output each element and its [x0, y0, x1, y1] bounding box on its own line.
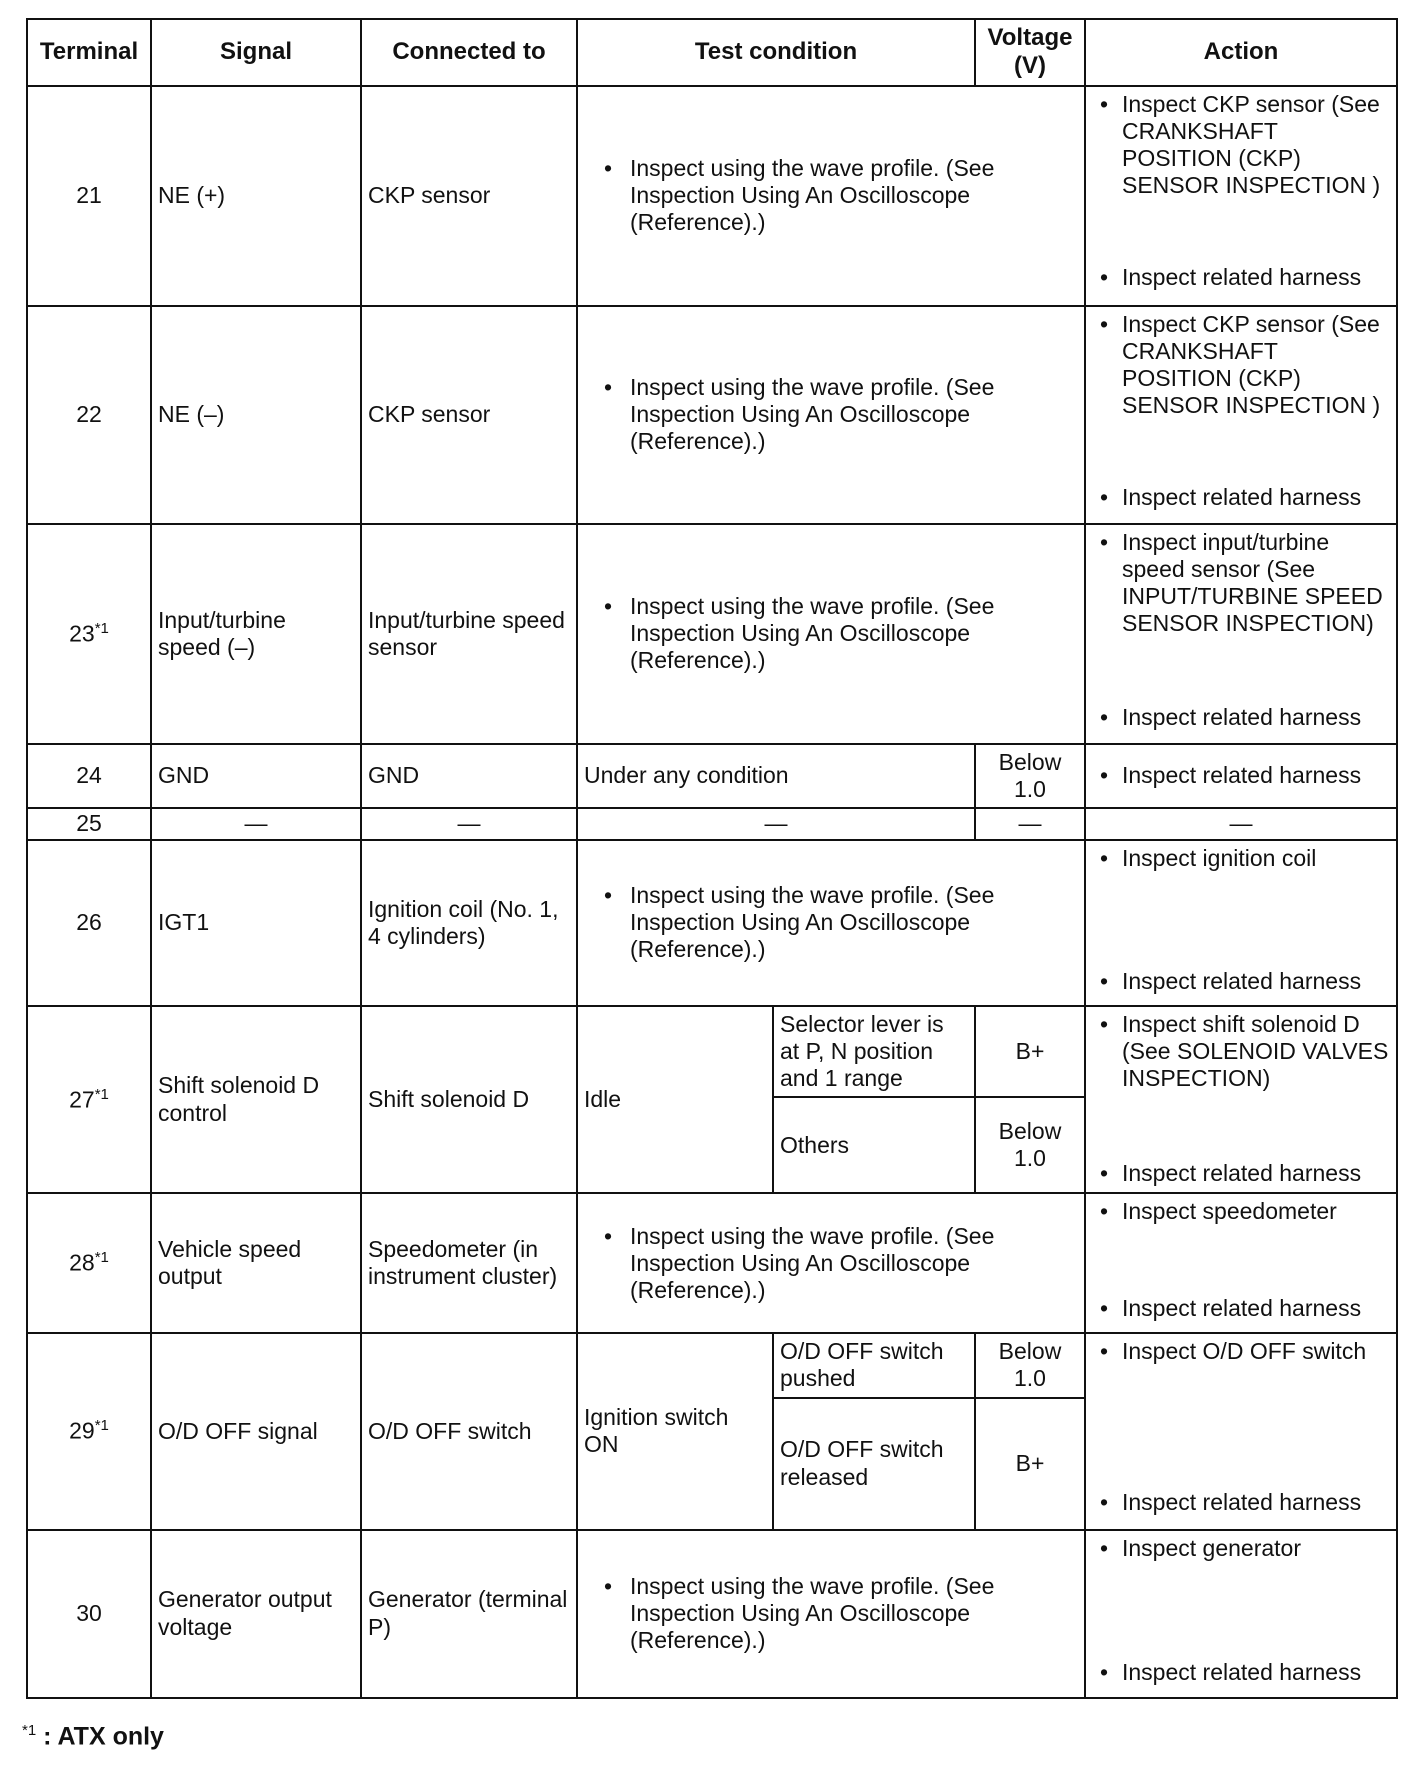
test-condition-text: • Inspect using the wave profile. (See Inspection Using An Oscilloscope (Reference).): [596, 1573, 1078, 1654]
connected-cell: Input/turbine speed sensor: [361, 524, 577, 744]
action-item: • Inspect related harness: [1092, 968, 1390, 995]
sub-condition-cell: O/D OFF switch released: [773, 1398, 975, 1530]
voltage-cell: Below 1.0: [975, 1333, 1085, 1397]
header-connected-to: Connected to: [361, 19, 577, 86]
footnote-marker: *1: [94, 1249, 109, 1267]
terminal-number: 25: [76, 810, 102, 837]
test-condition-cell: Ignition switch ON: [577, 1333, 773, 1529]
connected-cell: CKP sensor: [361, 306, 577, 524]
footnote-marker: *1: [94, 619, 109, 637]
terminal-table-wrapper: [26, 18, 1396, 1699]
table-row: [27, 744, 1397, 808]
terminal-number: 24: [76, 762, 102, 789]
signal-cell: —: [151, 808, 361, 840]
action-cell: [1085, 1530, 1397, 1698]
terminal-cell: [27, 306, 151, 524]
action-item: • Inspect generator: [1092, 1535, 1390, 1562]
action-item: • Inspect O/D OFF switch: [1092, 1338, 1390, 1365]
table-row: [27, 1006, 1397, 1097]
action-item: • Inspect related harness: [1092, 1160, 1390, 1187]
footnote-mark: *1: [22, 1722, 37, 1739]
test-condition-text: • Inspect using the wave profile. (See Inspection Using An Oscilloscope (Reference).): [596, 593, 1078, 674]
terminal-cell: [27, 1006, 151, 1193]
action-item: • Inspect CKP sensor (See CRANKSHAFT POSITION (CKP) SENSOR INSPECTION ): [1092, 91, 1390, 200]
terminal-cell: [27, 86, 151, 306]
terminal-number: 30: [76, 1599, 102, 1626]
action-cell: —: [1085, 808, 1397, 840]
action-item: • Inspect related harness: [1092, 704, 1390, 731]
signal-cell: Input/turbine speed (–): [151, 524, 361, 744]
connected-cell: CKP sensor: [361, 86, 577, 306]
terminal-number: 26: [76, 909, 102, 936]
header-test-condition: Test condition: [577, 19, 975, 86]
connected-cell: O/D OFF switch: [361, 1333, 577, 1529]
voltage-cell: B+: [975, 1398, 1085, 1530]
connected-cell: Generator (terminal P): [361, 1530, 577, 1698]
action-cell: [1085, 840, 1397, 1006]
signal-cell: O/D OFF signal: [151, 1333, 361, 1529]
test-condition-cell: [577, 524, 1085, 744]
action-cell: [1085, 1006, 1397, 1193]
test-condition-text: • Inspect using the wave profile. (See Inspection Using An Oscilloscope (Reference).): [596, 374, 1078, 455]
action-item: • Inspect related harness: [1092, 1489, 1390, 1516]
table-row: [27, 1530, 1397, 1698]
action-item: • Inspect related harness: [1092, 484, 1390, 511]
voltage-cell: Below 1.0: [975, 744, 1085, 808]
test-condition-cell: [577, 1193, 1085, 1333]
terminal-cell: [27, 840, 151, 1006]
terminal-number: 23: [69, 620, 95, 647]
signal-cell: IGT1: [151, 840, 361, 1006]
terminal-number: 29: [69, 1418, 95, 1445]
test-condition-cell: [577, 306, 1085, 524]
voltage-cell: Below 1.0: [975, 1097, 1085, 1193]
action-cell: [1085, 1333, 1397, 1529]
header-signal: Signal: [151, 19, 361, 86]
voltage-cell: B+: [975, 1006, 1085, 1097]
terminal-cell: [27, 524, 151, 744]
test-condition-cell: [577, 1530, 1085, 1698]
header-voltage: Voltage (V): [975, 19, 1085, 86]
signal-cell: NE (+): [151, 86, 361, 306]
connected-cell: Speedometer (in instrument cluster): [361, 1193, 577, 1333]
test-condition-cell: —: [577, 808, 975, 840]
footnote-marker: *1: [94, 1085, 109, 1103]
test-condition-text: • Inspect using the wave profile. (See Inspection Using An Oscilloscope (Reference).): [596, 155, 1078, 236]
table-row: [27, 1193, 1397, 1333]
voltage-cell: —: [975, 808, 1085, 840]
terminal-cell: [27, 1193, 151, 1333]
action-item: • Inspect related harness: [1092, 762, 1390, 789]
terminal-number: 27: [69, 1086, 95, 1113]
action-cell: [1085, 306, 1397, 524]
signal-cell: Vehicle speed output: [151, 1193, 361, 1333]
action-cell: [1085, 524, 1397, 744]
action-cell: [1085, 744, 1397, 808]
table-row: [27, 1333, 1397, 1397]
table-row: [27, 306, 1397, 524]
footnote-text: : ATX only: [43, 1722, 164, 1751]
test-condition-text: • Inspect using the wave profile. (See Inspection Using An Oscilloscope (Reference).): [596, 882, 1078, 963]
action-cell: [1085, 1193, 1397, 1333]
terminal-number: 22: [76, 401, 102, 428]
sub-condition-cell: Selector lever is at P, N position and 1 range: [773, 1006, 975, 1097]
action-item: • Inspect related harness: [1092, 1295, 1390, 1322]
footnote-marker: *1: [94, 1417, 109, 1435]
action-cell: [1085, 86, 1397, 306]
connected-cell: Ignition coil (No. 1, 4 cylinders): [361, 840, 577, 1006]
connected-cell: GND: [361, 744, 577, 808]
terminal-cell: [27, 744, 151, 808]
header-terminal: Terminal: [27, 19, 151, 86]
test-condition-cell: Idle: [577, 1006, 773, 1193]
terminal-table: [26, 18, 1398, 1699]
test-condition-text: • Inspect using the wave profile. (See Inspection Using An Oscilloscope (Reference).): [596, 1223, 1078, 1304]
signal-cell: Generator output voltage: [151, 1530, 361, 1698]
header-row: [27, 19, 1397, 86]
connected-cell: —: [361, 808, 577, 840]
action-item: • Inspect ignition coil: [1092, 845, 1390, 872]
table-row: [27, 840, 1397, 1006]
table-row: [27, 524, 1397, 744]
terminal-number: 28: [69, 1250, 95, 1277]
terminal-number: 21: [76, 182, 102, 209]
terminal-cell: [27, 1530, 151, 1698]
footnote: [22, 1722, 164, 1751]
signal-cell: NE (–): [151, 306, 361, 524]
action-item: • Inspect CKP sensor (See CRANKSHAFT POSITION (CKP) SENSOR INSPECTION ): [1092, 311, 1390, 420]
action-item: • Inspect input/turbine speed sensor (See INPUT/TURBINE SPEED SENSOR INSPECTION): [1092, 529, 1390, 638]
action-item: • Inspect related harness: [1092, 1659, 1390, 1686]
sub-condition-cell: O/D OFF switch pushed: [773, 1333, 975, 1397]
connected-cell: Shift solenoid D: [361, 1006, 577, 1193]
terminal-cell: [27, 808, 151, 840]
action-item: • Inspect shift solenoid D (See SOLENOID VALVES INSPECTION): [1092, 1011, 1390, 1092]
signal-cell: Shift solenoid D control: [151, 1006, 361, 1193]
test-condition-cell: [577, 86, 1085, 306]
terminal-cell: [27, 1333, 151, 1529]
table-row: [27, 86, 1397, 306]
test-condition-cell: Under any condition: [577, 744, 975, 808]
sub-condition-cell: Others: [773, 1097, 975, 1193]
action-item: • Inspect related harness: [1092, 264, 1390, 291]
action-item: • Inspect speedometer: [1092, 1198, 1390, 1225]
header-action: Action: [1085, 19, 1397, 86]
table-row: [27, 808, 1397, 840]
signal-cell: GND: [151, 744, 361, 808]
test-condition-cell: [577, 840, 1085, 1006]
